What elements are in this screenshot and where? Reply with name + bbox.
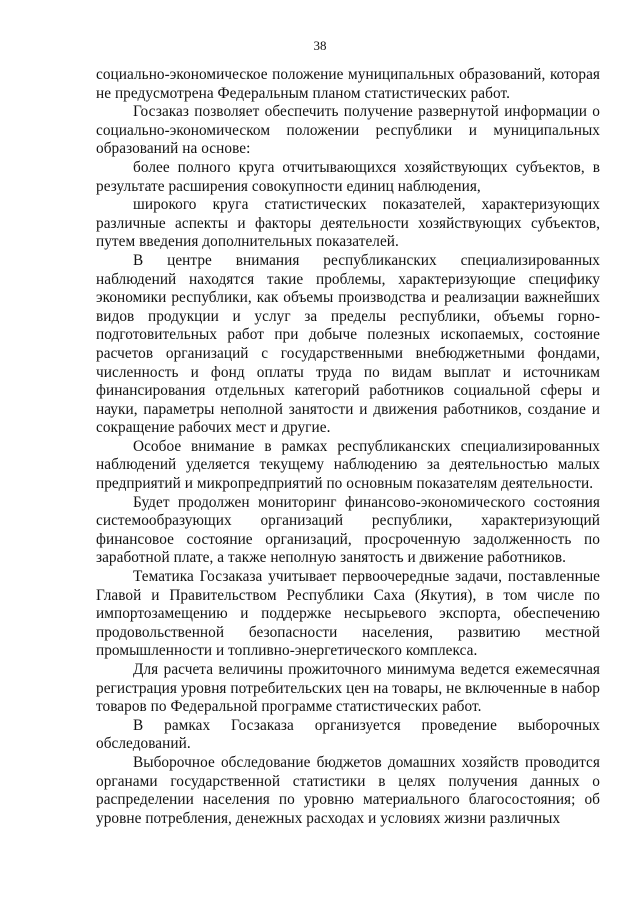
paragraph: Выборочное обследование бюджетов домашних хозяйств проводится органами государственной статистики в целях получения данных о распределении населения по уровню материального благосостояния; об уровне потребления, денежных расходах и условиях жизни различных	[96, 753, 600, 827]
paragraph: более полного круга отчитывающихся хозяйствующих субъектов, в результате расширения совокупности единиц наблюдения,	[96, 158, 600, 195]
paragraph: В центре внимания республиканских специализированных наблюдений находятся такие проблемы, характеризующие специфику экономики республики, как объемы производства и реализации важнейших видов продукции и услуг за пределы республики, объемы горно-подготовительных работ при добыче полезных ископаемых, состояние расчетов организаций с государственными внебюджетными фондами, численность и фонд оплаты труда по видам выплат и источникам финансирования отдельных категорий работников социальной сферы и науки, параметры неполной занятости и движения работников, создание и сокращение рабочих мест и другие.	[96, 251, 600, 437]
document-body	[96, 66, 600, 828]
paragraph: широкого круга статистических показателей, характеризующих различные аспекты и факторы деятельности хозяйствующих субъектов, путем введения дополнительных показателей.	[96, 196, 600, 251]
paragraph: Будет продолжен мониторинг финансово-экономического состояния системообразующих организаций республики, характеризующий финансовое состояние организаций, просроченную задолженность по заработной плате, а также неполную занятость и движение работников.	[96, 493, 600, 567]
paragraph: Особое внимание в рамках республиканских специализированных наблюдений уделяется текущему наблюдению за деятельностью малых предприятий и микропредприятий по основным показателям деятельности.	[96, 437, 600, 493]
page-number: 38	[313, 38, 327, 53]
paragraph: Госзаказ позволяет обеспечить получение развернутой информации о социально-экономическом положении республики и муниципальных образований на основе:	[96, 103, 600, 158]
paragraph: Для расчета величины прожиточного минимума ведется ежемесячная регистрация уровня потребительских цен на товары, не включенные в набор товаров по Федеральной программе статистических работ.	[96, 661, 600, 716]
paragraph: Тематика Госзаказа учитывает первоочередные задачи, поставленные Главой и Правительством Республики Саха (Якутия), в том числе по импортозамещению и поддержке несырьевого экспорта, обеспечению продовольственной безопасности населения, развитию местной промышленности и топливно-энергетического комплекса.	[96, 568, 600, 660]
paragraph: В рамках Госзаказа организуется проведение выборочных обследований.	[96, 716, 600, 753]
paragraph-continuation: социально-экономическое положение муниципальных образований, которая не предусмотрена Федеральным планом статистических работ.	[96, 66, 600, 102]
